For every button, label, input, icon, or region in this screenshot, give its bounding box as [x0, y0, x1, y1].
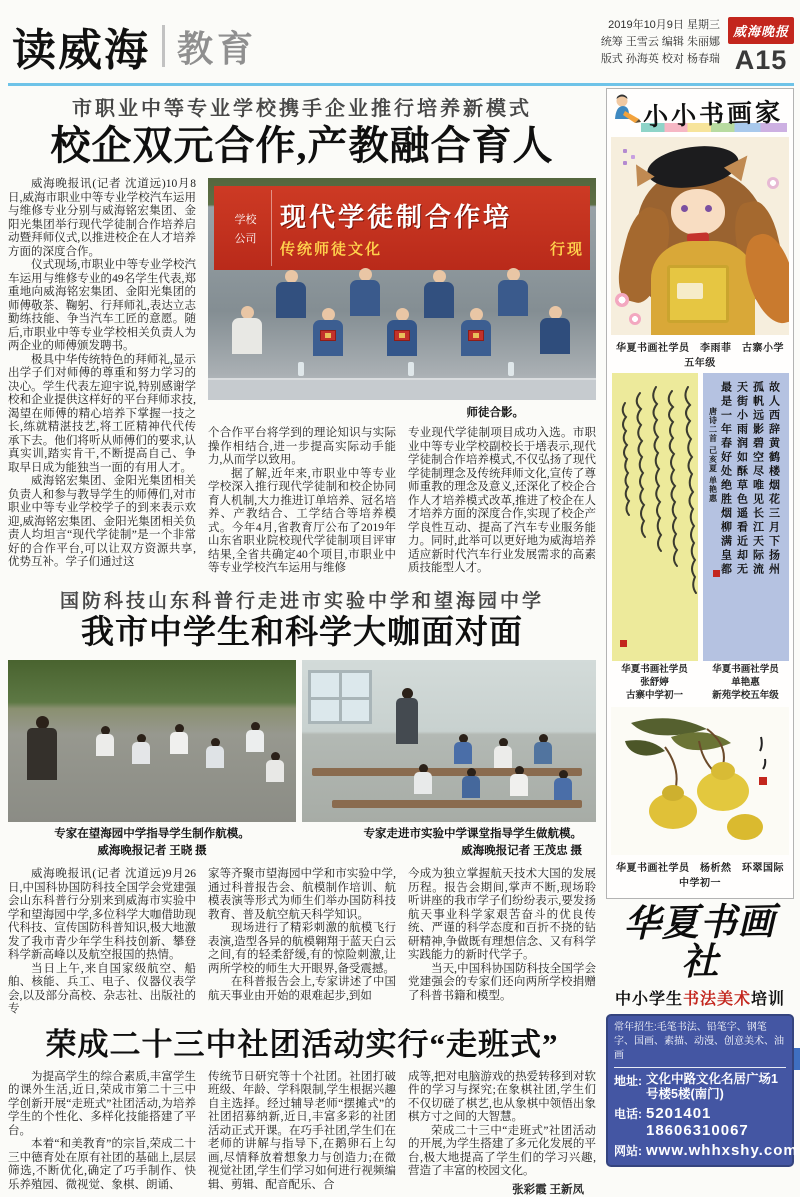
banner-left-labels — [220, 190, 272, 266]
article2-column-1 — [8, 868, 196, 1017]
article1-right-area — [208, 178, 596, 576]
painting-caption: 华夏书画社学员 李雨菲 古寨小学五年级 — [616, 343, 784, 369]
calligraphy-regular — [703, 373, 789, 661]
red-seal — [620, 640, 627, 647]
article1-column-2 — [208, 427, 396, 576]
masthead-staff-1: 统筹 王雪云 编辑 朱丽娜 — [600, 36, 720, 48]
photo-person — [412, 764, 434, 794]
photo-person — [459, 308, 493, 356]
article-1 — [8, 92, 596, 576]
article1-headline: 校企双元合作,产教融合育人 — [50, 123, 554, 168]
article1-column-1 — [8, 178, 196, 576]
gourd-caption: 华夏书画社学员 杨析然 环翠国际中学初一 — [616, 863, 784, 889]
article3-headline: 荣成二十三中社团活动实行“走班式” — [45, 1026, 559, 1062]
photo-table — [208, 378, 596, 400]
ad-subtitle-highlight: 书法美术 — [682, 990, 751, 1008]
masthead-divider — [162, 25, 165, 67]
calligraphy-cursive — [612, 373, 698, 661]
article3-columns — [8, 1071, 596, 1197]
article1-photo — [208, 178, 596, 400]
ad-website-value: www.whhxshy.com — [646, 1141, 798, 1159]
face — [671, 189, 725, 235]
calligraphy-caption-right — [703, 664, 789, 703]
paragraph: 极具中华传统特色的拜师礼,显示出学子们对师傅的尊重和努力学习的决心。学生代表左迎宇说,特别感谢学校和企业提供这样好的平台拜师求技,渴望在师傅的精心培养下掌握一技之长,练就精湛技艺,将工匠精神代代传承下去。他们将听从师傅们的要求,认真实训,踏实肯干,不断提高自己、争取早日成为能独当一面的有用人才。 — [8, 353, 196, 474]
photo-person — [230, 306, 264, 354]
article1-body — [8, 178, 596, 576]
sidebar-header — [611, 93, 789, 135]
caption-line: 新苑学校五年级 — [712, 691, 779, 701]
masthead-logo-block — [728, 17, 794, 76]
article2-captions — [8, 826, 596, 860]
photo-person — [94, 726, 116, 756]
caption-line: 威海晚报记者 王晓 摄 — [97, 845, 207, 858]
caption-line: 华夏书画社学员 — [621, 665, 688, 675]
flower — [767, 177, 779, 189]
banner-line-2 — [280, 238, 584, 259]
paragraph: 为提高学生的综合素质,丰富学生的课外生活,近日,荣成市第二十三中学创新开展“走班式”社团活动,为培养学生的个性化、多样化技能搭建了平台。 — [8, 1070, 196, 1137]
paragraph: 威海晚报讯(记者 沈道远)9月26日,中国科协国防科技全国学会党建强会山东科普行分别来到威海市实验中学和望海园中学,多位科学大咖借助现代科技、宣传国防科普知识,极大地激发了我市青少年学生科技创新、攀登科学新高峰以及航空报国的热情。 — [8, 868, 196, 962]
kid-with-pencil-icon — [611, 93, 641, 136]
photo-person — [244, 722, 266, 752]
masthead-info — [601, 17, 720, 68]
article1-column-3 — [408, 427, 596, 576]
paragraph: 今成为独立掌握航天技术大国的发展历程。报告会期间,掌声不断,现场聆听讲座的我市学子们纷纷表示,要发扬航天事业科学家艰苦奋斗的优良传统、严谨的科学态度和百折不挠的钻研精神,争做既有理想信念、又有科学实践能力的新时代学子。 — [408, 868, 596, 962]
ad-website-row — [614, 1141, 798, 1159]
ad-website-label: 网站: — [614, 1143, 642, 1158]
poem-column: 天街小雨润如酥草色遥看近却无 — [735, 381, 748, 577]
photo-person — [532, 734, 554, 764]
article2-photo-left — [8, 660, 296, 822]
photo-person — [348, 268, 382, 316]
ad-phone-label: 电话: — [614, 1106, 642, 1121]
ad-address-row — [614, 1072, 786, 1102]
masthead-staff-2: 版式 孙海英 校对 杨春瑞 — [600, 53, 720, 65]
article2-columns — [8, 868, 596, 1017]
sidebar-frame — [606, 88, 794, 899]
ad-phone-2: 18606310067 — [646, 1121, 749, 1139]
paragraph: 个合作平台将学到的理论知识与实际操作相结合,进一步提高实际动手能力,从而学以致用。 — [208, 427, 396, 466]
banner-company-label: 公司 — [234, 232, 257, 245]
banner-line-2a: 传统师徒文化 — [280, 242, 383, 258]
paragraph: 家等齐聚市望海园中学和市实验中学,通过科普报告会、航模制作培训、航模表演等形式为师生们举办国防科技教育、普及航空航天科学知识。 — [208, 868, 396, 921]
masthead-right — [601, 17, 794, 78]
article2-headline: 我市中学生和科学大咖面对面 — [81, 614, 523, 651]
caption-line: 古寨中学初一 — [625, 691, 683, 701]
photo-person — [538, 306, 572, 354]
page-edge-marker — [794, 1048, 800, 1070]
masthead-date: 2019年10月9日 星期三 — [608, 19, 720, 31]
calligraphy-caption-left — [612, 664, 698, 703]
ceremony-banner — [214, 186, 590, 270]
photo-bottle — [298, 362, 304, 376]
article3-column-1 — [8, 1071, 196, 1197]
banner-main-text — [280, 190, 584, 266]
caption-line: 单艳惠 — [731, 678, 760, 688]
calligraphy-text — [703, 373, 787, 661]
article2-caption-right — [302, 826, 596, 860]
article2-caption-left — [8, 826, 296, 860]
article3-column-2 — [208, 1071, 396, 1197]
photo-person — [264, 752, 286, 782]
paragraph: 成等,把对电脑游戏的热爱转移到对软件的学习与探究;在象棋社团,学生们不仅切磋了棋艺,也从象棋中领悟出象棋方寸之间的大智慧。 — [408, 1070, 596, 1124]
sidebar — [606, 88, 798, 1197]
banner-line-1: 现代学徒制合作培 — [280, 203, 513, 232]
photo-bottle — [408, 362, 414, 376]
ad-subtitle-post: 培训 — [751, 990, 786, 1008]
photo-person — [508, 766, 530, 796]
classroom-desk — [332, 800, 582, 808]
gourd-painting — [611, 707, 789, 855]
masthead-left — [8, 14, 257, 78]
article3-byline: 张彩霞 王新凤 — [512, 1183, 584, 1196]
ad-phone-numbers — [646, 1105, 786, 1139]
caption-line: 华夏书画社学员 — [712, 665, 779, 675]
article2-column-2 — [208, 868, 396, 1017]
article1-columns-2-3 — [208, 427, 596, 576]
ad-phone-row — [614, 1105, 786, 1139]
photo-person — [168, 724, 190, 754]
main-column — [8, 88, 596, 1197]
newspaper-logo: 威海晚报 — [728, 17, 794, 44]
photo-person — [311, 308, 345, 356]
paragraph: 本着“和美教育”的宗旨,荣成二十三中德育处在原有社团的基础上,层层筛选,不断优化,确定了巧手制作、快乐养殖园、微视觉、象棋、朗诵、 — [8, 1138, 196, 1191]
article2-column-3 — [408, 868, 596, 1017]
section-title: 读威海 — [12, 26, 150, 75]
red-seal — [713, 570, 720, 577]
masthead-rule — [8, 83, 794, 86]
eye-right — [705, 205, 712, 212]
academy-ad — [606, 901, 798, 1167]
poem-column: 故人西辞黄鹤楼烟花三月下扬州 — [767, 381, 780, 577]
ad-subtitle-pre: 中小学生 — [614, 990, 683, 1008]
book-label — [677, 283, 703, 299]
paragraph: 威海晚报讯(记者 沈道远)10月8日,威海市职业中等专业学校汽车运用与维修专业分别与威海铭宏集团、金阳光集团举行现代学徒制合作培养启动暨拜师仪式,以推进校企在人才培养方面的深度合作。 — [8, 178, 196, 258]
calligraphy-row — [611, 373, 789, 661]
article-2 — [8, 586, 596, 1017]
flower — [615, 293, 629, 307]
banner-school-label: 学校 — [234, 213, 257, 226]
ad-address-value: 文化中路文化名居广场1号楼5楼(南门) — [646, 1071, 778, 1101]
photo-person — [452, 734, 474, 764]
paragraph: 荣成二十三中“走班式”社团活动的开展,为学生搭建了多元化发展的平台,极大地提高了学生们的学习兴趣,营造了丰富的校园文化。 — [408, 1124, 596, 1178]
paragraph: 当天,中国科协国防科技全国学会党建强会的专家们还向两所学校捐赠了科普书籍和模型。 — [408, 962, 596, 1002]
photo-person — [204, 738, 226, 768]
caption-line: 专家在望海园中学指导学生制作航模。 — [54, 828, 250, 841]
ad-info-box — [606, 1014, 798, 1167]
banner-line-2b: 行现 — [549, 242, 584, 258]
sidebar-title: 小小书画家 — [642, 99, 784, 132]
poem-signature: 唐诗二首 己亥夏 单艳惠 — [708, 407, 718, 503]
ad-enroll-line: 常年招生:毛笔书法、铅笔字、钢笔字、国画、素描、动漫、创意美术、油画 — [614, 1021, 786, 1068]
article2-photos — [8, 660, 596, 822]
article-3 — [8, 1027, 596, 1197]
calligraphy-captions — [611, 664, 789, 703]
caption-line: 威海晚报记者 王茂忠 摄 — [461, 845, 582, 858]
photo-person — [552, 770, 574, 800]
ad-phone-1: 5201401 — [646, 1104, 712, 1122]
ad-address-label: 地址: — [614, 1073, 642, 1088]
paragraph: 现场进行了精彩刺激的航模飞行表演,造型各异的航模翱翔于蓝天白云之间,有的轻柔舒缓,有的惊险刺激,让两所学校的师生大开眼界,备受震撼。 — [208, 922, 396, 975]
flower — [629, 313, 641, 325]
paragraph: 传统节日研究等十个社团。社团打破班级、年龄、学科限制,学生根据兴趣自主选择。经过辅导老师“摆摊式”的社团招募纳新,近日,丰富多彩的社团活动正式开课。在巧手社团,学生们在老师的讲解与指导下,在鹅卵石上勾画,尽情释放着想象力与创造力;在微视觉社团,学生们学习如何进行视频编辑、剪辑、配音配乐、合 — [208, 1070, 396, 1191]
photo-bottle — [508, 362, 514, 376]
paragraph: 在科普报告会上,专家讲述了中国航天事业由开始的艰难起步,到如 — [208, 976, 396, 1002]
article2-photo-right — [302, 660, 596, 822]
classroom-window — [308, 670, 372, 724]
caption-line: 张舒婷 — [640, 678, 669, 688]
photo-person — [130, 734, 152, 764]
photo-teacher — [394, 688, 420, 744]
photo-person — [422, 270, 456, 318]
caption-line: 专家走进市实验中学课堂指导学生做航模。 — [363, 828, 582, 841]
content — [8, 88, 798, 1197]
article1-kicker: 市职业中等专业学校携手企业推行培养新模式 — [72, 98, 532, 120]
article1-photo-caption: 师徒合影。 — [466, 407, 524, 419]
article3-column-3 — [408, 1071, 596, 1197]
paragraph: 专业现代学徒制项目成功入选。市职业中等专业学校副校长于墡表示,现代学徒制合作培养模式,不仅弘扬了现代学徒制理念及传统拜师文化,宣传了尊师重教的理念及意义,还深化了校企合作人才培养模式改革,推进了校企在人才培养方面的深度合作,实现了校企产学良性互动、提高了汽车专业服务能力。同时,此举可以更好地为威海培养适应新时代汽车行业发展需求的高素质技能型人才。 — [408, 427, 596, 574]
paragraph: 当日上午,来自国家级航空、船舶、核能、兵工、电子、仪器仪表学会,以及部分高校、杂志社、出版社的专 — [8, 962, 196, 1016]
ad-subtitle — [606, 986, 794, 1009]
paragraph: 据了解,近年来,市职业中等专业学校深入推行现代学徒制和校企协同育人机制,大力推进订单培养、冠名培养、产教结合、工学结合等培养模式。今年4月,省教育厅公布了2019年山东省职业院校现代学徒制项目评审结果,全省共确定40个项目,市职业中等专业学校汽车运用与维修 — [208, 467, 396, 574]
student-painting — [611, 137, 789, 335]
subsection-title: 教育 — [177, 27, 258, 69]
paragraph: 威海铭宏集团、金阳光集团相关负责人和参与教导学生的师傅们,对市职业中等专业学校学子的到来表示欢迎,威海铭宏集团、金阳光集团相关负责人均坦言“现代学徒制”是一个非常好的合作平台,可以让双方资源共享,优势互补。学子们通过这 — [8, 475, 196, 568]
photo-person — [385, 308, 419, 356]
paragraph: 仪式现场,市职业中等专业学校汽车运用与维修专业的49名学生代表,郑重地向威海铭宏集团、金阳光集团的师傅敬茶、鞠躬、行拜师礼,表达立志勤练技能、争当汽车工匠的意愿。随后,市职业中等专业学校相关负责人为两企业的师傅颁发聘书。 — [8, 259, 196, 352]
masthead — [8, 6, 794, 78]
page-number: A15 — [734, 45, 788, 75]
poem-column: 孤帆远影碧空尽唯见长江天际流 — [751, 381, 764, 577]
classroom-desk — [312, 768, 582, 776]
photo-person — [492, 738, 514, 768]
article2-kicker: 国防科技山东科普行走进市实验中学和望海园中学 — [59, 590, 544, 612]
photo-person — [22, 716, 62, 780]
ad-title: 华夏书画社 — [623, 901, 776, 984]
photo-person — [274, 270, 308, 318]
photo-person — [460, 768, 482, 798]
eye-left — [681, 205, 688, 212]
poem-column: 最是一年春好处绝胜烟柳满皇都 — [719, 381, 732, 577]
photo-person — [496, 268, 530, 316]
